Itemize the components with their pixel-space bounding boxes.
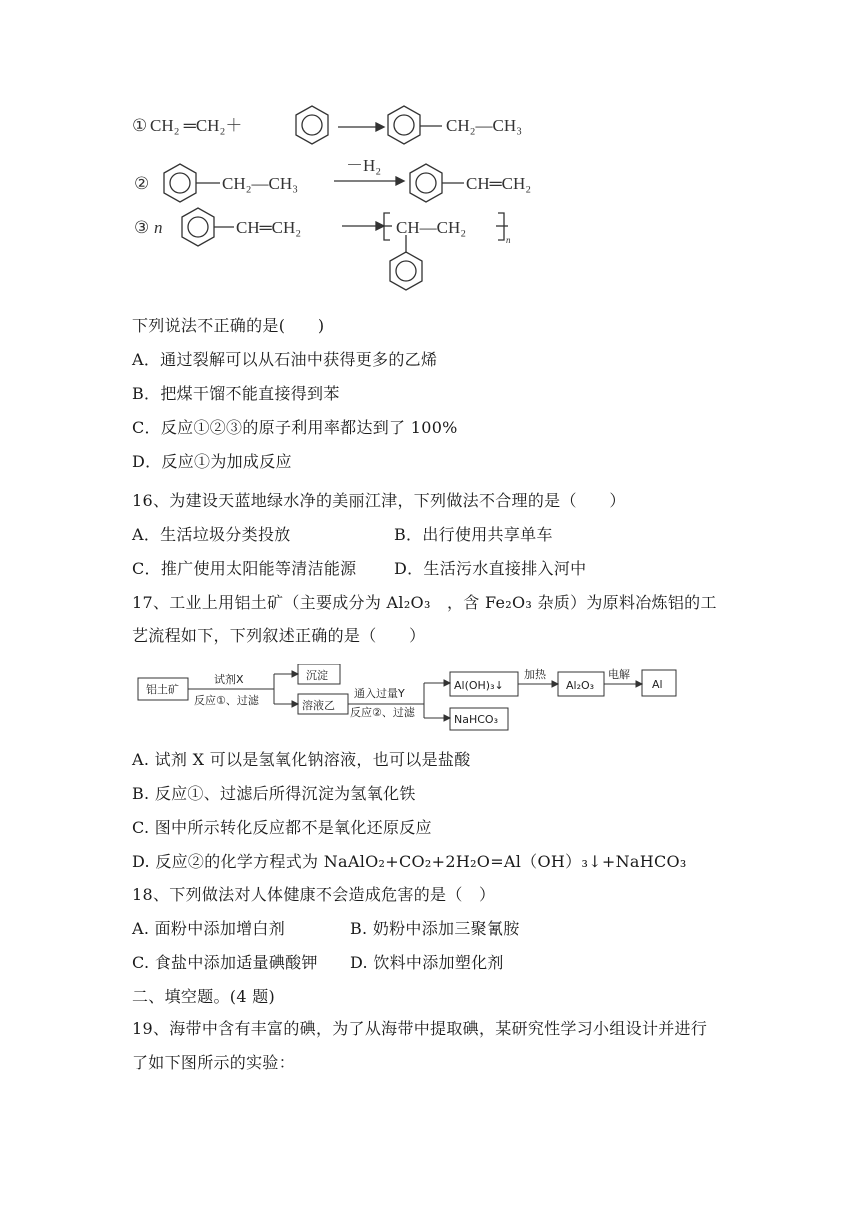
reaction-1-number: ① (132, 116, 148, 135)
reaction-2-condition: －H₂ (346, 156, 382, 175)
reaction-3-subscript: n (506, 235, 511, 245)
q18-option-d: D. 饮料中添加塑化剂 (350, 953, 504, 972)
q16-option-d: D．生活污水直接排入河中 (394, 559, 587, 578)
reaction-3-product: CH—CH₂ (396, 218, 467, 237)
q17-stem-line1: 17、工业上用铝土矿（主要成分为 Al₂O₃ ，含 Fe₂O₃ 杂质）为原料冶炼铝的工 (132, 593, 717, 612)
flow-add-y: 通入过量Y (354, 687, 405, 700)
q18-option-c: C. 食盐中添加适量碘酸钾 (132, 953, 318, 972)
q16-option-b: B．出行使用共享单车 (394, 525, 553, 544)
reaction-2-number: ② (134, 174, 150, 193)
q19-line1: 19、海带中含有丰富的碘，为了从海带中提取碘，某研究性学习小组设计并进行 (132, 1019, 708, 1038)
benzene-ring (164, 164, 196, 202)
q17-option-b: B. 反应①、过滤后所得沉淀为氢氧化铁 (132, 784, 416, 803)
q15-option-c: C．反应①②③的原子利用率都达到了 100% (132, 418, 458, 437)
flow-al: Al (652, 678, 663, 691)
q17-option-d: D. 反应②的化学方程式为 NaAlO₂+CO₂+2H₂O=Al（OH）₃↓+NaHCO₃ (132, 852, 687, 871)
flow-ore: 铝土矿 (146, 683, 179, 696)
reaction-scheme (120, 95, 680, 305)
reaction-3-reactant: CH═CH₂ (236, 218, 302, 237)
q18-option-a: A. 面粉中添加增白剂 (132, 919, 286, 938)
q15-option-b: B．把煤干馏不能直接得到苯 (132, 384, 340, 403)
flow-aloh3: Al(OH)₃↓ (454, 679, 504, 692)
process-flow-diagram (132, 664, 692, 734)
benzene-ring (388, 106, 420, 144)
q18-option-b: B. 奶粉中添加三聚氰胺 (350, 919, 520, 938)
flow-nahco3: NaHCO₃ (454, 713, 498, 726)
q19-line2: 了如下图所示的实验： (132, 1053, 296, 1072)
flow-electrolysis: 电解 (608, 668, 630, 681)
reaction-1-product: CH₂—CH₃ (446, 116, 523, 135)
flow-solution: 溶液乙 (302, 699, 335, 712)
reaction-2-product: CH═CH₂ (466, 174, 532, 193)
reaction-3-number: ③ (134, 218, 150, 237)
q16-option-a: A．生活垃圾分类投放 (132, 525, 291, 544)
benzene-ring (410, 164, 442, 202)
flow-step2: 反应②、过滤 (350, 706, 415, 719)
flow-step1: 反应①、过滤 (194, 694, 259, 707)
flow-precipitate: 沉淀 (306, 669, 328, 682)
q17-option-c: C. 图中所示转化反应都不是氧化还原反应 (132, 818, 432, 837)
q17-option-a: A. 试剂 X 可以是氢氧化钠溶液，也可以是盐酸 (132, 750, 471, 769)
reaction-1-reactant: CH₂ ═CH₂＋ (150, 116, 243, 135)
flow-heat: 加热 (524, 668, 546, 681)
flow-al2o3: Al₂O₃ (566, 679, 595, 692)
flow-reagent-x: 试剂X (214, 673, 244, 686)
section-2-heading: 二、填空题。(4 题) (132, 987, 276, 1006)
benzene-ring (296, 106, 328, 144)
q18-stem: 18、下列做法对人体健康不会造成危害的是（ ） (132, 885, 496, 904)
benzene-ring (182, 208, 214, 246)
q17-stem-line2: 艺流程如下，下列叙述正确的是（ ） (132, 626, 426, 645)
q16-option-c: C．推广使用太阳能等清洁能源 (132, 559, 357, 578)
reaction-3-n: n (154, 218, 163, 237)
reaction-2-reactant: CH₂—CH₃ (222, 174, 299, 193)
q15-stem: 下列说法不正确的是( ) (132, 316, 325, 335)
q15-option-d: D．反应①为加成反应 (132, 452, 292, 471)
q15-option-a: A．通过裂解可以从石油中获得更多的乙烯 (132, 350, 438, 369)
benzene-ring (390, 252, 422, 290)
q16-stem: 16、为建设天蓝地绿水净的美丽江津，下列做法不合理的是（ ） (132, 491, 626, 510)
